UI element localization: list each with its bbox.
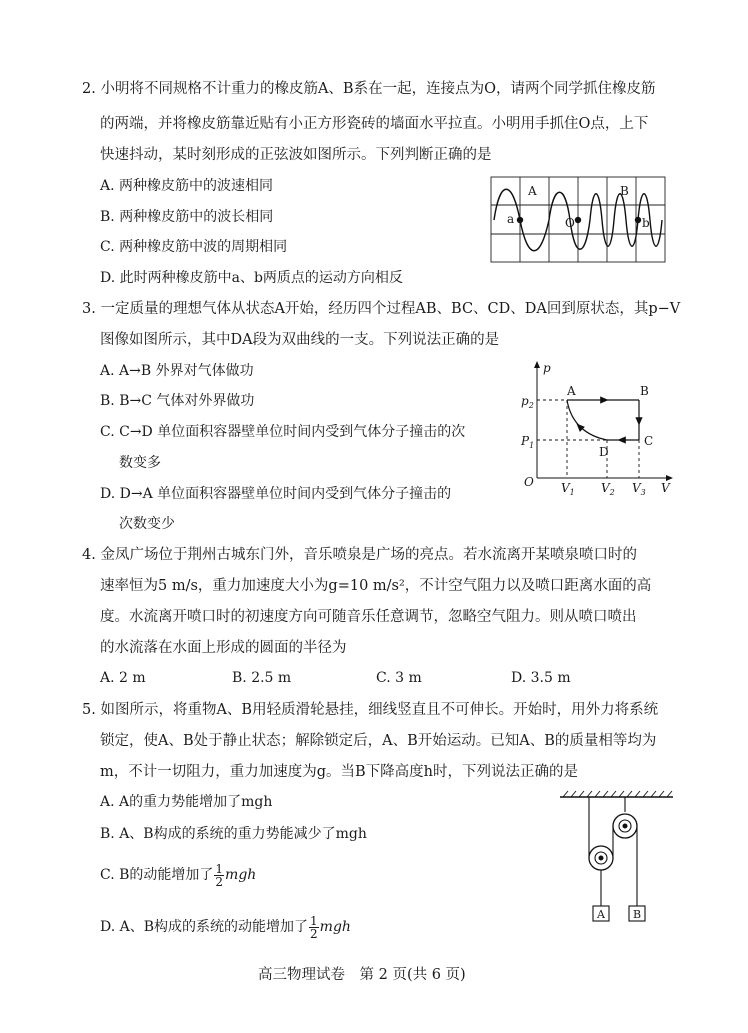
movable-pulley	[589, 846, 613, 870]
block-b-label: B	[633, 908, 642, 921]
q5-option-b: B. A、B构成的系统的重力势能减少了mgh	[100, 826, 367, 842]
label-b-upper: B	[620, 184, 629, 198]
q4-stem-line4: 的水流落在水面上形成的圆面的半径为	[100, 640, 347, 656]
q5-option-c	[100, 858, 256, 892]
state-label-a: A	[567, 384, 576, 398]
segment-da	[567, 400, 607, 440]
label-a-upper: A	[528, 184, 537, 198]
q3-option-b: B. B→C 气体对外界做功	[100, 393, 255, 409]
q4-option-c: C. 3 m	[376, 670, 422, 686]
point-o-dot	[575, 217, 581, 223]
origin-label: O	[524, 475, 534, 489]
q5-stem-line1: 5. 如图所示，将重物A、B用轻质滑轮悬挂，细线竖直且不可伸长。开始时，用外力将系统	[82, 702, 659, 718]
q5-option-d-text: D. A、B构成的系统的动能增加了	[100, 919, 309, 935]
state-label-b: B	[640, 384, 649, 398]
q2-option-a: A. 两种橡皮筋中的波速相同	[100, 178, 274, 194]
q5-option-d-mgh: mgh	[319, 919, 351, 935]
q4-stem-line2: 速率恒为5 m/s，重力加速度大小为g=10 m/s²，不计空气阻力以及喷口距离水面的高	[100, 578, 652, 594]
q2-option-d: D. 此时两种橡皮筋中a、b两质点的运动方向相反	[100, 270, 403, 286]
q3-stem-line1: 3. 一定质量的理想气体从状态A开始，经历四个过程AB、BC、CD、DA回到原状态，其p−V	[82, 301, 681, 317]
q2-stem-line3: 快速抖动，某时刻形成的正弦波如图所示。下列判断正确的是	[100, 147, 492, 163]
q5-pulley-figure	[555, 790, 680, 925]
q2-option-b: B. 两种橡皮筋中的波长相同	[100, 209, 274, 225]
tick-v1: $V_1$	[561, 481, 575, 496]
tick-v2: $V_2$	[601, 481, 615, 496]
label-o-point: O	[565, 216, 575, 230]
fixed-pulley	[613, 814, 637, 838]
guide-lines	[537, 400, 639, 478]
state-label-d: D	[599, 445, 609, 459]
axis-label-p: p	[543, 361, 551, 375]
q5-stem-line2: 锁定，使A、B处于静止状态；解除锁定后，A、B开始运动。已知A、B的质量相等均为	[100, 733, 657, 749]
point-b-dot	[635, 217, 641, 223]
fraction-half: $\frac{1}{2}$	[310, 913, 318, 941]
ceiling-hatching	[563, 791, 672, 797]
q3-option-d-line1: D. D→A 单位面积容器壁单位时间内受到气体分子撞击的	[100, 486, 452, 502]
q3-option-c-line2: 数变多	[119, 455, 161, 471]
q5-option-c-text: C. B的动能增加了	[100, 867, 214, 883]
q4-stem-line3: 度。水流离开喷口时的初速度方向可随音乐任意调节，忽略空气阻力。则从喷口喷出	[100, 609, 637, 625]
q3-option-c-line1: C. C→D 单位面积容器壁单位时间内受到气体分子撞击的次	[100, 424, 466, 440]
state-label-c: C	[644, 434, 654, 448]
point-a-dot	[517, 217, 523, 223]
q2-stem-line1: 2. 小明将不同规格不计重力的橡皮筋A、B系在一起，连接点为O，请两个同学抓住橡皮筋	[82, 81, 656, 97]
q3-option-a: A. A→B 外界对气体做功	[100, 363, 254, 379]
q5-option-d	[100, 910, 351, 944]
q4-option-d: D. 3.5 m	[511, 670, 571, 686]
q3-stem-line2: 图像如图所示，其中DA段为双曲线的一支。下列说法正确的是	[100, 332, 500, 348]
tick-v3: $V_3$	[632, 481, 646, 496]
q5-option-c-mgh: mgh	[225, 867, 257, 883]
fraction-half: $\frac{1}{2}$	[215, 861, 224, 889]
tick-p2: $p_2$	[521, 394, 534, 410]
q5-option-a: A. A的重力势能增加了mgh	[100, 794, 273, 810]
q3-pv-figure	[515, 360, 675, 496]
q4-option-a: A. 2 m	[100, 670, 146, 686]
label-b-point: b	[642, 216, 650, 230]
q3-option-d-line2: 次数变少	[119, 516, 175, 532]
q4-option-b: B. 2.5 m	[232, 670, 292, 686]
block-a-label: A	[597, 908, 605, 921]
page-footer: 高三物理试卷 第 2 页(共 6 页)	[258, 967, 466, 983]
label-a-point: a	[507, 212, 515, 226]
q2-stem-line2: 的两端，并将橡皮筋靠近贴有小正方形瓷砖的墙面水平拉直。小明用手抓住O点，上下	[100, 116, 649, 132]
q5-stem-line3: m，不计一切阻力，重力加速度为g。当B下降高度h时，下列说法正确的是	[100, 764, 579, 780]
tick-p1: $P_1$	[521, 434, 535, 450]
q2-wave-figure	[490, 175, 666, 265]
axis-label-v: V	[661, 481, 670, 495]
q4-stem-line1: 4. 金凤广场位于荆州古城东门外，音乐喷泉是广场的亮点。若水流离开某喷泉喷口时的	[82, 547, 637, 563]
q2-option-c: C. 两种橡皮筋中波的周期相同	[100, 239, 288, 255]
